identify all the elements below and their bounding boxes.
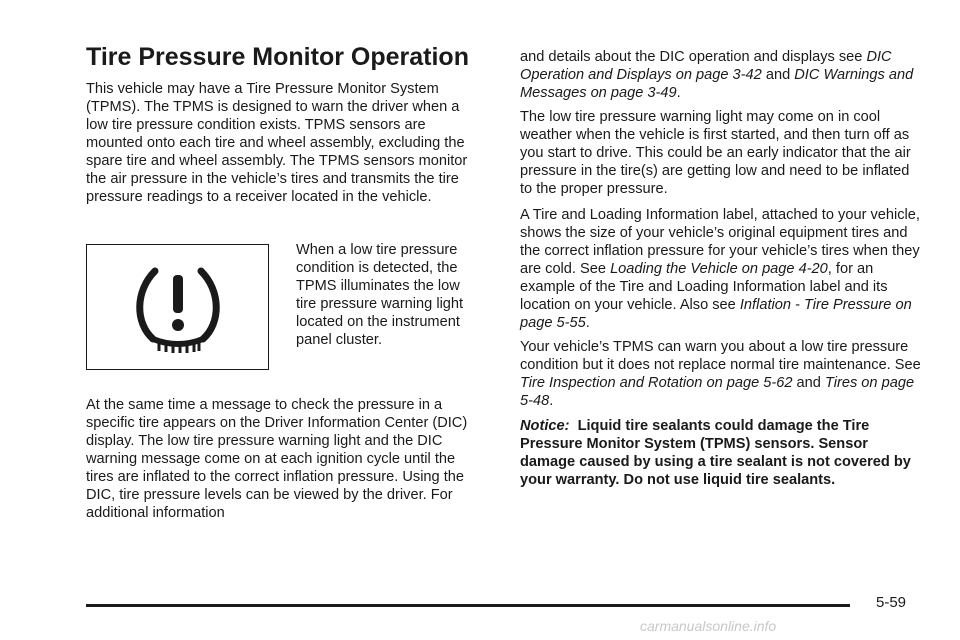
text: .	[549, 393, 554, 409]
text: A Tire and Loading Information label, attached to your vehicle, shows the size of your vehicle’s original equipment tires and the correct inflation pressure for your vehicle’s tires when they are cold. See	[520, 207, 920, 277]
dic-reference-paragraph	[520, 48, 922, 102]
warning-light-description: When a low tire pressure condition is detected, the TPMS illuminates the low tire pressure warning light located on the instrument panel cluster.	[296, 242, 464, 348]
link-dic-operation[interactable]: DIC Operation and Displays on page 3-42	[520, 49, 892, 83]
text: Your vehicle’s TPMS can warn you about a low tire pressure condition but it does not replace normal tire maintenance. See	[520, 339, 921, 373]
warning-light-figure	[86, 244, 269, 370]
page-title: Tire Pressure Monitor Operation	[86, 43, 469, 71]
text: and	[792, 375, 825, 391]
intro-paragraph: This vehicle may have a Tire Pressure Monitor System (TPMS). The TPMS is designed to warn the driver when a low tire pressure condition exists. TPMS sensors are mounted onto each tire and wheel assembly, excluding the spare tire and wheel assembly. The TPMS sensors monitor the air pressure in the vehicle’s tires and transmits the tire pressure readings to a receiver located in the vehicle.	[86, 81, 468, 205]
link-inflation-tire-pressure[interactable]: Inflation - Tire Pressure on page 5-55	[520, 297, 912, 331]
text: and details about the DIC operation and displays see	[520, 49, 867, 65]
text: , for an example of the Tire and Loading Information label and its location on your vehicle. Also see	[520, 261, 888, 313]
cool-weather-paragraph: The low tire pressure warning light may come on in cool weather when the vehicle is first started, and then turn off as you start to drive. This could be an early indicator that the air pressure in the tire(s) are getting low and need to be inflated to the proper pressure.	[520, 109, 911, 197]
text: and	[761, 67, 795, 83]
text: .	[676, 85, 681, 101]
link-loading-vehicle[interactable]: Loading the Vehicle on page 4-20	[610, 261, 828, 277]
maintenance-paragraph	[520, 338, 922, 410]
text: .	[585, 315, 590, 331]
footer-rule	[86, 604, 850, 607]
link-tire-inspection[interactable]: Tire Inspection and Rotation on page 5-62	[520, 375, 793, 391]
tire-pressure-warning-icon	[133, 265, 223, 353]
loading-label-paragraph	[520, 206, 922, 332]
page-number: 5-59	[876, 594, 907, 611]
notice-paragraph	[520, 417, 922, 489]
notice-label: Notice:	[520, 418, 570, 434]
link-dic-warnings[interactable]: DIC Warnings and Messages on page 3-49	[520, 67, 914, 101]
watermark: carmanualsonline.info	[640, 618, 777, 634]
link-tires[interactable]: Tires on page 5-48	[520, 375, 915, 409]
notice-text: Liquid tire sealants could damage the Tire Pressure Monitor System (TPMS) sensors. Sensor damage caused by using a tire sealant is not covered by your warranty. Do not use liquid tire sealants.	[520, 418, 915, 488]
dic-paragraph: At the same time a message to check the pressure in a specific tire appears on the Driver Information Center (DIC) display. The low tire pressure warning light and the DIC warning message come on at each ignition cycle until the tires are inflated to the correct inflation pressure. Using the DIC, tire pressure levels can be viewed by the driver. For additional information	[86, 397, 468, 521]
